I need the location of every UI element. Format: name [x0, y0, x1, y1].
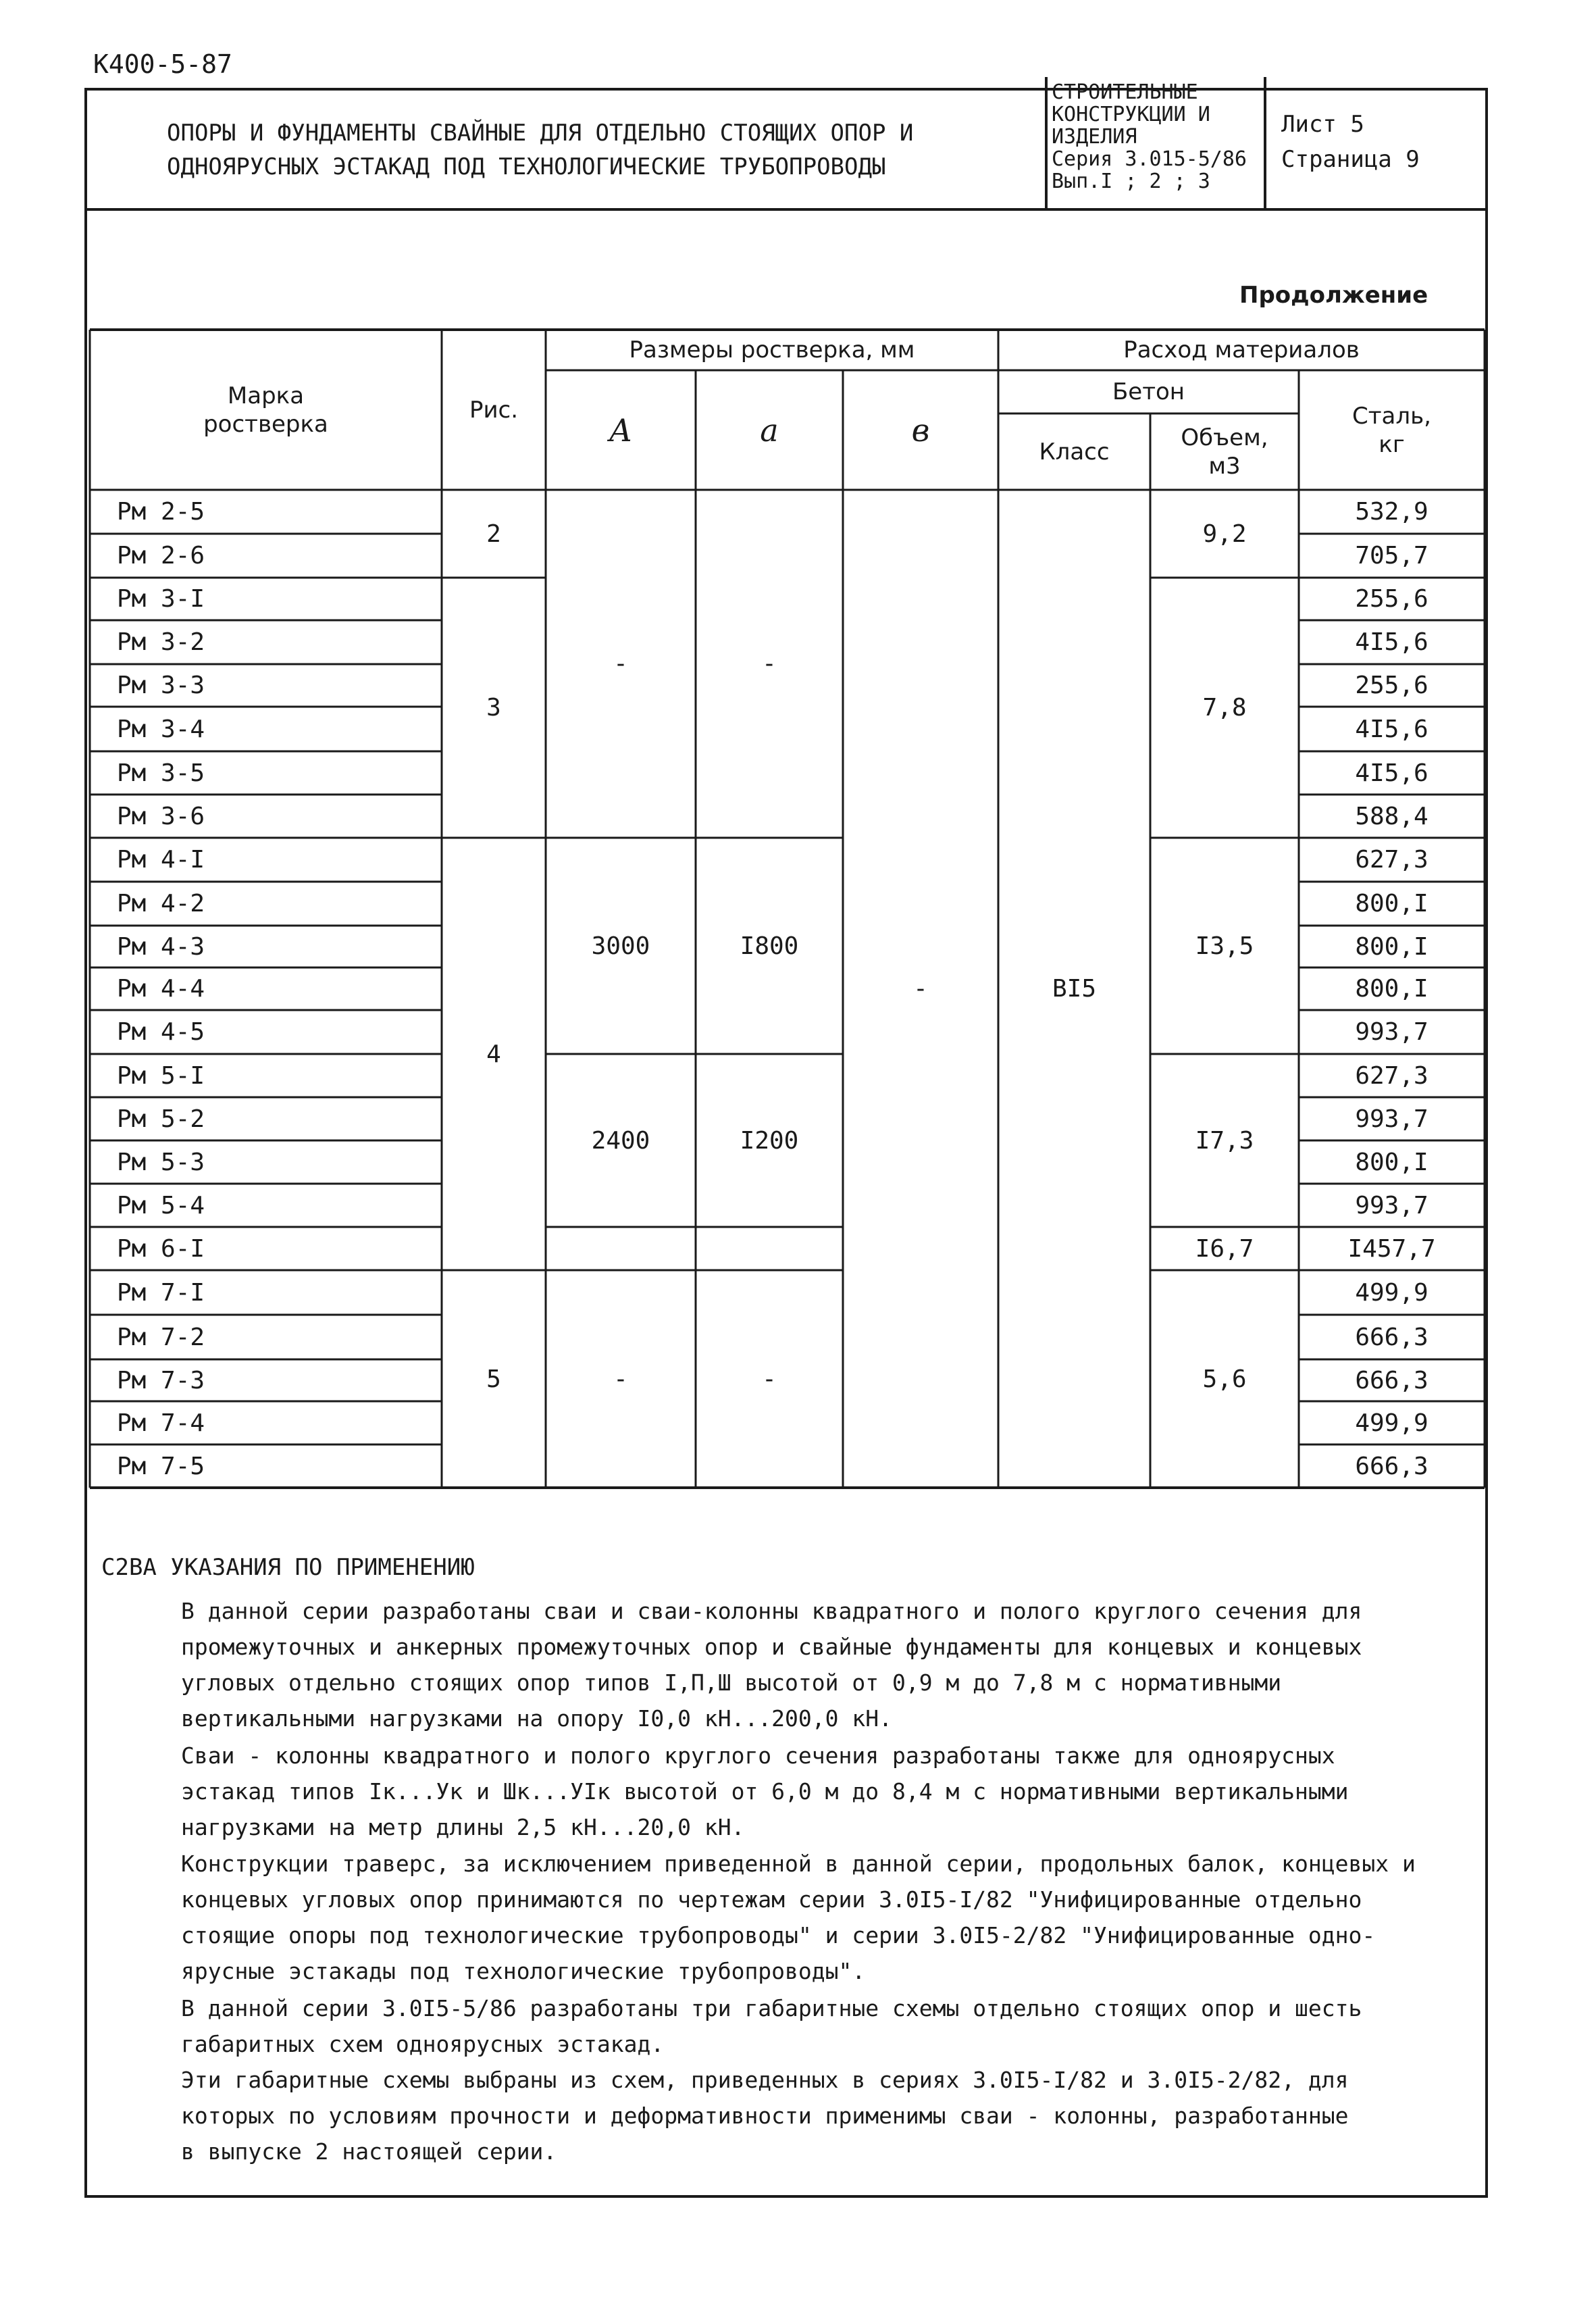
volume-cell: 9,2	[1202, 520, 1247, 548]
figure-cell: 5	[486, 1365, 501, 1393]
dim-A-cell: -	[613, 1365, 628, 1393]
notes-paragraph-5: Эти габаритные схемы выбраны из схем, приведенных в сериях 3.0I5-I/82 и 3.0I5-2/82, для которых по условиям прочности и деформативности применимы сваи - колонны, разработанные в выпуске 2 настоящей серии.	[181, 2067, 1349, 2165]
header-materials: Расход материалов	[1123, 336, 1360, 363]
dim-A-cell: -	[613, 650, 628, 678]
header-volume: Объем, м3	[1181, 424, 1268, 480]
steel-cell: 705,7	[1355, 542, 1428, 570]
steel-cell: 499,9	[1355, 1278, 1428, 1307]
mark-cell: Рм 3-I	[117, 585, 205, 613]
steel-cell: 627,3	[1355, 846, 1428, 874]
notes-paragraph-2: Сваи - колонны квадратного и полого круглого сечения разработаны также для одноярусных эстакад типов Iк...Ук и Шк...УIк высотой от 6,0 м до 8,4 м с нормативными вертикальными нагрузками на метр длины 2,5 кН...20,0 кН.	[181, 1742, 1349, 1840]
mark-cell: Рм 7-I	[117, 1278, 205, 1307]
mark-cell: Рм 5-I	[117, 1061, 205, 1090]
dim-A-cell: 3000	[591, 932, 650, 960]
mark-cell: Рм 4-I	[117, 846, 205, 874]
notes-paragraph-4: В данной серии 3.0I5-5/86 разработаны три габаритные схемы отдельно стоящих опор и шесть габаритных схем одноярусных эстакад.	[181, 1995, 1362, 2057]
mark-cell: Рм 7-4	[117, 1409, 205, 1437]
steel-cell: 666,3	[1355, 1452, 1428, 1480]
steel-cell: 666,3	[1355, 1323, 1428, 1351]
mark-cell: Рм 3-3	[117, 672, 205, 699]
class-cell: BI5	[1052, 975, 1097, 1003]
volume-cell: 7,8	[1202, 694, 1247, 722]
header-figure: Рис.	[469, 396, 519, 424]
steel-cell: I457,7	[1347, 1234, 1436, 1263]
dim-A-cell	[546, 1227, 696, 1270]
mark-cell: Рм 2-6	[117, 542, 205, 570]
figure-cell: 2	[486, 520, 501, 548]
steel-cell: 627,3	[1355, 1061, 1428, 1090]
document-code: К400-5-87	[93, 49, 232, 79]
header-dim-b: в	[911, 411, 930, 449]
header-dimensions: Размеры ростверка, мм	[629, 336, 915, 363]
mark-cell: Рм 5-3	[117, 1148, 205, 1176]
volume-cell: I7,3	[1195, 1126, 1254, 1155]
steel-cell: 499,9	[1355, 1409, 1428, 1437]
series-info: СТРОИТЕЛЬНЫЕ КОНСТРУКЦИИ И ИЗДЕЛИЯ Серия 3.015-5/86 Вып.I ; 2 ; 3	[1052, 80, 1247, 193]
dim-A-cell: 2400	[591, 1126, 650, 1155]
steel-cell: 800,I	[1355, 975, 1428, 1003]
dim-a-cell	[696, 1227, 843, 1270]
dim-a-cell: -	[762, 650, 777, 678]
mark-cell: Рм 3-5	[117, 759, 205, 787]
mark-cell: Рм 3-6	[117, 802, 205, 830]
mark-cell: Рм 3-2	[117, 628, 205, 656]
mark-cell: Рм 7-3	[117, 1366, 205, 1394]
continuation-label: Продолжение	[1239, 282, 1428, 309]
notes-paragraph-3: Конструкции траверс, за исключением приведенной в данной серии, продольных балок, концевых и концевых угловых опор принимаются по чертежам серии 3.0I5-I/82 "Унифицированные отдельно стоящие опоры под технологические трубопроводы" и серии 3.0I5-2/82 "Унифицированные одно- ярусные эстакады под технологические трубопроводы".	[181, 1851, 1416, 1984]
header-class: Класс	[1039, 438, 1110, 466]
steel-cell: 4I5,6	[1355, 628, 1428, 656]
steel-cell: 800,I	[1355, 1148, 1428, 1176]
steel-cell: 666,3	[1355, 1366, 1428, 1394]
dim-a-cell: -	[762, 1365, 777, 1393]
dim-a-cell: I800	[740, 932, 799, 960]
figure-cell: 4	[486, 1040, 501, 1068]
dim-a-cell: I200	[740, 1126, 799, 1155]
steel-cell: 588,4	[1355, 802, 1428, 830]
steel-cell: 532,9	[1355, 498, 1428, 526]
figure-cell: 3	[486, 694, 501, 722]
steel-cell: 255,6	[1355, 585, 1428, 613]
notes-heading: С2ВА УКАЗАНИЯ ПО ПРИМЕНЕНИЮ	[101, 1554, 475, 1581]
steel-cell: 4I5,6	[1355, 715, 1428, 743]
volume-cell: 5,6	[1202, 1365, 1247, 1393]
steel-cell: 800,I	[1355, 932, 1428, 961]
mark-cell: Рм 7-2	[117, 1323, 205, 1351]
volume-cell: I6,7	[1195, 1234, 1254, 1263]
mark-cell: Рм 7-5	[117, 1452, 205, 1480]
notes-paragraph-1: В данной серии разработаны сваи и сваи-колонны квадратного и полого круглого сечения для промежуточных и анкерных промежуточных опор и свайные фундаменты для концевых и концевых угловых отдельно стоящих опор типов I,П,Ш высотой от 0,9 м до 7,8 м с нормативными вертикальными нагрузками на опору I0,0 кН...200,0 кН.	[181, 1598, 1362, 1732]
mark-cell: Рм 2-5	[117, 498, 205, 526]
mark-cell: Рм 4-2	[117, 890, 205, 917]
volume-cell: I3,5	[1195, 932, 1254, 960]
steel-cell: 993,7	[1355, 1018, 1428, 1046]
mark-cell: Рм 3-4	[117, 715, 205, 743]
header-concrete: Бетон	[1112, 378, 1185, 405]
mark-cell: Рм 5-2	[117, 1105, 205, 1133]
mark-cell: Рм 5-4	[117, 1191, 205, 1219]
header-steel: Сталь, кг	[1352, 402, 1431, 458]
header-dim-a: a	[760, 411, 779, 449]
mark-cell: Рм 4-3	[117, 932, 205, 961]
header-dim-A: A	[609, 411, 632, 449]
steel-cell: 993,7	[1355, 1105, 1428, 1133]
steel-cell: 800,I	[1355, 890, 1428, 917]
steel-cell: 4I5,6	[1355, 759, 1428, 787]
sheet-info: Лист 5 Страница 9	[1281, 111, 1420, 173]
dim-b-cell: -	[913, 975, 928, 1003]
mark-cell: Рм 4-4	[117, 975, 205, 1003]
steel-cell: 255,6	[1355, 672, 1428, 699]
steel-cell: 993,7	[1355, 1191, 1428, 1219]
document-title: ОПОРЫ И ФУНДАМЕНТЫ СВАЙНЫЕ ДЛЯ ОТДЕЛЬНО СТОЯЩИХ ОПОР И ОДНОЯРУСНЫХ ЭСТАКАД ПОД ТЕХНОЛОГИЧЕСКИЕ ТРУБОПРОВОДЫ	[167, 120, 914, 180]
header-mark: Марка ростверка	[203, 382, 328, 438]
mark-cell: Рм 6-I	[117, 1234, 205, 1263]
mark-cell: Рм 4-5	[117, 1018, 205, 1046]
